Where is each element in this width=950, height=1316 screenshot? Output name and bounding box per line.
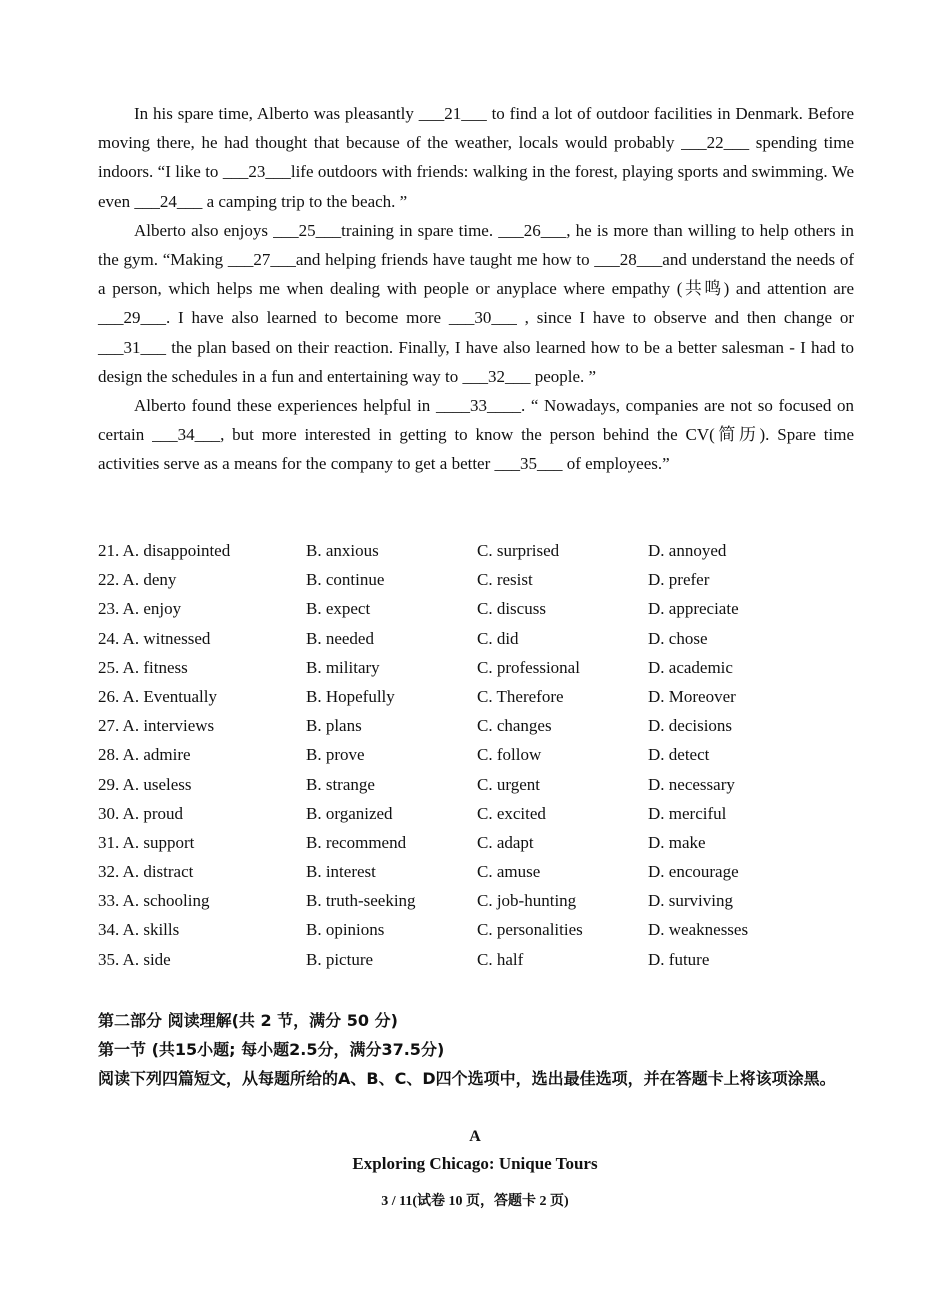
option-c: C. surprised [477,541,560,560]
option-c: C. discuss [477,599,546,619]
question-row-23 [98,594,854,623]
option-d: D. future [648,949,710,969]
option-a: 34. A. skills [98,920,180,940]
option-a: 23. A. enjoy [98,599,182,619]
question-row-30 [98,799,854,828]
option-a: 32. A. distract [98,862,194,882]
option-a: 27. A. interviews [98,716,215,736]
option-d: D. annoyed [648,541,727,560]
question-row-33 [98,886,854,915]
option-b: B. plans [306,716,362,736]
option-a: 22. A. deny [98,570,177,590]
option-c: C. adapt [477,832,534,852]
option-b: B. prove [306,745,365,765]
option-a: 21. A. disappointed [98,541,231,560]
section-instruction: 阅读下列四篇短文，从每题所给的A、B、C、D四个选项中，选出最佳选项，并在答题卡上将该项涂黑。 [98,1069,836,1088]
option-d: D. weaknesses [648,920,749,940]
question-row-34 [98,915,854,944]
option-d: D. encourage [648,862,739,882]
page-footer: 3 / 11(试卷 10 页，答题卡 2 页) [381,1194,569,1209]
option-b: B. picture [306,949,374,969]
question-row-21 [98,536,854,565]
option-c: C. resist [477,570,533,590]
question-row-22 [98,565,854,594]
question-row-32 [98,857,854,886]
option-c: C. excited [477,803,546,823]
option-c: C. Therefore [477,686,564,706]
option-a: 26. A. Eventually [98,686,217,706]
option-b: B. continue [306,570,385,590]
question-row-35 [98,945,854,974]
option-d: D. detect [648,745,710,765]
option-b: B. anxious [306,541,379,560]
option-b: B. needed [306,628,374,648]
option-b: B. recommend [306,832,407,852]
option-c: C. job-hunting [477,891,577,911]
option-b: B. expect [306,599,371,619]
option-a: 33. A. schooling [98,891,210,911]
option-b: B. strange [306,774,375,794]
reading-section-header [98,1006,854,1093]
option-c: C. amuse [477,862,541,882]
option-b: B. interest [306,862,376,882]
option-d: D. chose [648,628,708,648]
option-a: 31. A. support [98,832,195,852]
option-d: D. necessary [648,774,735,794]
option-a: 28. A. admire [98,745,191,765]
part-heading: 第二部分 阅读理解(共 2 节，满分 50 分) [98,1011,398,1030]
option-c: C. follow [477,745,542,765]
question-row-25 [98,653,854,682]
passage-paragraph-1: In his spare time, Alberto was pleasantly ___21___ to find a lot of outdoor facilities in Denmark. Before moving there, he had thought that because of the weather, locals would probably ___22___ spending time indoors. “I like to ___23___life outdoors with friends: walking in the forest, playing sports and swimming. We even ___24___ a camping trip to the beach. ” [98,104,854,211]
option-b: B. organized [306,803,393,823]
option-d: D. appreciate [648,599,739,619]
option-d: D. make [648,832,706,852]
question-row-26 [98,682,854,711]
option-b: B. Hopefully [306,686,395,706]
option-d: D. academic [648,657,733,677]
option-d: D. Moreover [648,686,736,706]
passage-paragraph-2: Alberto also enjoys ___25___training in spare time. ___26___, he is more than willing to help others in the gym. “Making ___27___and helping friends have taught me how to ___28___and understand the needs of a person, which helps me when dealing with people or anyplace where empathy (共鸣) and attention are ___29___. I have also learned to become more ___30___ , since I have to observe and then change or ___31___ the plan based on their reaction. Finally, I have also learned how to be a better salesman - I had to design the schedules in a fun and entertaining way to ___32___ people. ” [98,220,854,386]
passage-paragraph-3: Alberto found these experiences helpful in ____33____. “ Nowadays, companies are not so focused on certain ___34___, but more interested in getting to know the person behind the CV(简历). Spare time activities serve as a means for the company to get a better ___35___ of employees.” [98,396,854,474]
question-row-29 [98,770,854,799]
answer-options-list [98,536,854,974]
question-row-24 [98,624,854,653]
option-a: 30. A. proud [98,803,183,823]
option-c: C. personalities [477,920,583,940]
passage-title: Exploring Chicago: Unique Tours [352,1154,598,1173]
cloze-passage [98,99,854,479]
subsection-heading: 第一节 (共15小题; 每小题2.5分，满分37.5分) [98,1040,445,1059]
option-c: C. changes [477,716,552,736]
option-b: B. truth-seeking [306,891,416,911]
option-a: 35. A. side [98,949,171,969]
option-c: C. half [477,949,524,969]
option-a: 25. A. fitness [98,657,188,677]
option-b: B. military [306,657,380,677]
option-d: D. merciful [648,803,727,823]
question-row-28 [98,740,854,769]
option-d: D. prefer [648,570,710,590]
option-d: D. surviving [648,891,733,911]
option-c: C. did [477,628,519,648]
option-a: 29. A. useless [98,774,192,794]
question-row-31 [98,828,854,857]
option-a: 24. A. witnessed [98,628,211,648]
option-c: C. urgent [477,774,540,794]
option-c: C. professional [477,657,580,677]
option-d: D. decisions [648,716,733,736]
option-b: B. opinions [306,920,385,940]
passage-letter: A [469,1128,481,1145]
question-row-27 [98,711,854,740]
